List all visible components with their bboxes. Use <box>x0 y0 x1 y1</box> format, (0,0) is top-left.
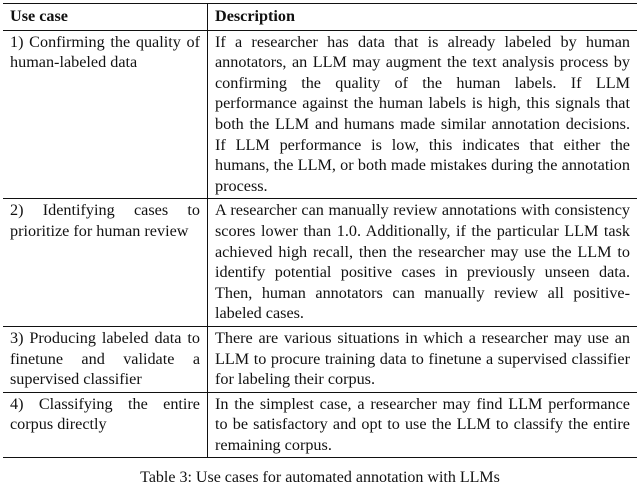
header-description: Description <box>208 4 638 31</box>
use-cases-table <box>3 3 637 458</box>
table-row <box>3 326 637 392</box>
header-row <box>3 4 637 31</box>
use-case-cell: 3) Producing labeled data to finetune and validate a supervised classifier <box>3 326 208 392</box>
table-row <box>3 199 637 327</box>
use-case-cell: 1) Confirming the quality of human-labeled data <box>3 30 208 199</box>
description-cell: There are various situations in which a researcher may use an LLM to procure training data to finetune a supervised classifier for labeling their corpus. <box>208 326 638 392</box>
description-cell: If a researcher has data that is already labeled by human annotators, an LLM may augment the text analysis process by confirming the quality of the human labels. If LLM performance against the human labels is high, this signals that both the LLM and humans made similar annotation decisions. If LLM performance is low, this indicates that either the humans, the LLM, or both made mistakes during the annotation process. <box>208 30 638 199</box>
description-cell: A researcher can manually review annotations with consistency scores lower than 1.0. Additionally, if the particular LLM task achieved high recall, then the researcher may use the LLM to identify potential positive cases in previously unseen data. Then, human annotators can manually review all positive-labeled cases. <box>208 199 638 327</box>
header-use-case: Use case <box>3 4 208 31</box>
table-row <box>3 392 637 458</box>
table-caption: Table 3: Use cases for automated annotation with LLMs <box>140 469 500 487</box>
description-cell: In the simplest case, a researcher may find LLM performance to be satisfactory and opt to use the LLM to classify the entire remaining corpus. <box>208 392 638 458</box>
use-case-cell: 2) Identifying cases to prioritize for human review <box>3 199 208 327</box>
table-row <box>3 30 637 199</box>
use-case-cell: 4) Classifying the entire corpus directly <box>3 392 208 458</box>
